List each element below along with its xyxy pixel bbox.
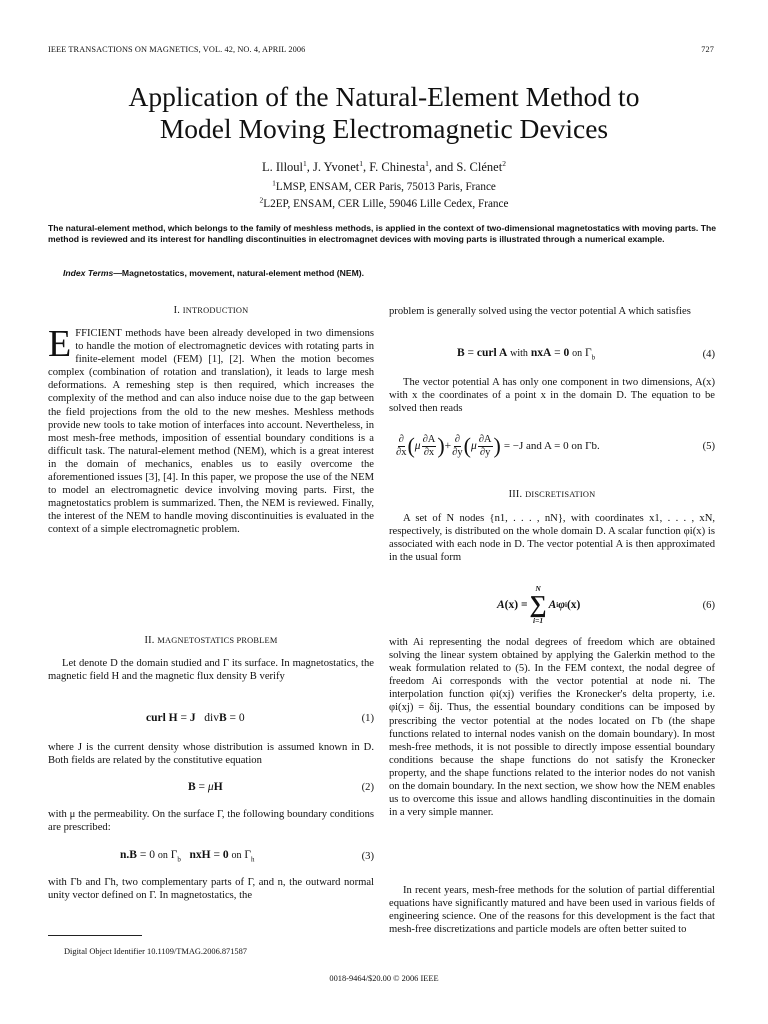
equation-1: [48, 712, 374, 724]
affiliation-1-mark: 1: [272, 178, 276, 188]
equation-4-body: B = curl A with nxA = 0 on $\Gamma_b$: [457, 347, 596, 362]
doi-footnote: Digital Object Identifier 10.1109/TMAG.2006.871587: [64, 947, 247, 956]
magnetostatics-paragraph-3: with μ the permeability. On the surface Γ, the following boundary conditions are prescribed:: [48, 809, 374, 834]
affiliation-1-text: LMSP, ENSAM, CER Paris, 75013 Paris, France: [275, 181, 496, 193]
author-list: [0, 160, 768, 175]
eq5-frac-dadx: $\frac{\partial A}{\partial x}$: [422, 433, 436, 458]
section-1-number: I.: [173, 305, 183, 316]
journal-name: IEEE TRANSACTIONS ON MAGNETICS, VOL. 42, NO. 4, APRIL 2006: [48, 45, 306, 54]
equation-6-body: A (x) = N ∑ i=1 A i φ i (x): [497, 584, 581, 625]
equation-1-number: (1): [361, 712, 374, 724]
title-line-1: Application of the Natural-Element Method to: [128, 81, 640, 112]
section-2-number: II.: [144, 635, 158, 646]
equation-4: [389, 347, 715, 361]
running-head: [48, 45, 714, 54]
equation-1-body: curl H = J divB = 0: [146, 712, 245, 724]
introduction-text: FFICIENT methods have been already developed in two dimensions to handle the motion of electromagnetic devices with rotating parts in finite-element model (FEM) [1], [2]. When the motion becomes complex (combination of rotation and translation), it leads to large mesh deformations. A remeshing step is then required, which increases the complexity of the method and can also induce noise due to the gap between the field projections from the old to the new meshes. Meshless methods provide new tools to take motion of interfaces into account. Nevertheless, in most mesh-free methods, imposition of essential boundary conditions is a difficult task. The natural-element method (NEM), which is a great interest in the domain of mechanics, enables us to easily overcome the aforementioned issues [3], [4]. In this paper, we propose the use of the NEM to model an electromagnetic device involving moving parts. First, the magnetostatics problem is summarized. Then, the NEM is reviewed. Finally, the interest of the NEM to handle moving discontinuities is evaluated in the context of a simple electromagnetic problem.: [48, 328, 374, 536]
page-number: 727: [701, 45, 714, 54]
introduction-paragraph: [48, 323, 374, 537]
drop-cap: E: [48, 323, 72, 365]
right-paragraph-4: with Ai representing the nodal degrees of freedom which are obtained solving the linear system obtained by applying the Galerkin method to the weak formulation related to (5). In the FEM context, the nodal degree of freedom Ai corresponds with the vector potential at node ni. The interpolation function φi(xj) verifies the Kronecker's delta property, i.e. φi(xj) = δij. Thus, the essential boundary conditions can be imposed by prescribing the vector potential at the nodes located on Γb (the shape functions related to internal nodes vanish on the domain boundary). In most mesh-free methods, it is not possible to directly impose essential boundary conditions because the shape functions do not satisfy the Kronecker property, and the shape functions related to the interior nodes do not vanish on the domain boundary. In the next section, we show how the NEM enables us to overcome this issue and allows handling discontinuities in the domain in a very simple manner.: [389, 637, 715, 819]
author-4-affil: 2: [502, 158, 506, 168]
section-2-title: MAGNETOSTATICS PROBLEM: [157, 636, 278, 645]
equation-6-number: (6): [702, 599, 715, 611]
summation-symbol: N ∑ i=1: [529, 584, 547, 625]
section-heading-magnetostatics: [48, 635, 374, 646]
author-3-affil: 1: [425, 158, 429, 168]
affiliation-2: [0, 195, 768, 210]
section-3-number: III.: [508, 489, 526, 500]
affiliation-2-mark: 2: [259, 195, 264, 205]
equation-6: [389, 583, 715, 627]
affiliation-2-text: L2EP, ENSAM, CER Lille, 59046 Lille Cedex, France: [263, 198, 509, 210]
affiliation-1: [0, 178, 768, 193]
abstract: The natural-element method, which belongs to the family of meshless methods, is applied in the context of two-dimensional magnetostatics with moving parts. The method is reviewed and its interest for handling discontinuities in electromagnet devices with moving parts is illustrated through a numerical example.: [48, 223, 716, 245]
equation-3: [48, 849, 374, 863]
magnetostatics-paragraph-1: Let denote D the domain studied and Γ its surface. In magnetostatics, the magnetic field H and the magnetic flux density B verify: [48, 658, 374, 683]
right-paragraph-3: A set of N nodes {n1, . . . , nN}, with coordinates x1, . . . , xN, respectively, is distributed on the whole domain D. A scalar function φi(x) is associated with each node in D. The vector potential A is then approximated in the usual form: [389, 513, 715, 564]
equation-5: [389, 428, 715, 464]
equation-3-number: (3): [361, 850, 374, 862]
equation-5-body: $\frac{\partial}{\partial x}$ ( μ $\frac{\partial A}{\partial x}$ ) + $\frac{\partial}{\partial y}$ ( μ $\frac{\partial A}{\partial y}$ ) = −J and A = 0 on Γb.: [396, 433, 600, 458]
author-1: L. Illoul: [262, 160, 304, 174]
footnote-divider: [48, 935, 142, 936]
author-1-affil: 1: [303, 158, 307, 168]
index-terms: [63, 268, 716, 278]
equation-3-body: n.B = 0 on $\Gamma_b$ nxH = 0 on $\Gamma_h$: [120, 849, 255, 864]
equation-2: [48, 781, 374, 793]
equation-5-tail: = −J and A = 0 on Γb.: [503, 440, 600, 452]
eq5-frac-dy: $\frac{\partial}{\partial y}$: [452, 433, 463, 458]
author-4: , and S. Clénet: [428, 160, 503, 174]
equation-4-number: (4): [702, 348, 715, 360]
section-heading-introduction: [48, 305, 374, 316]
eq5-frac-dx: $\frac{\partial}{\partial x}$: [396, 433, 407, 458]
copyright-line: 0018-9464/$20.00 © 2006 IEEE: [329, 974, 439, 983]
equation-2-body: B = μH: [188, 781, 223, 793]
index-terms-text: —Magnetostatics, movement, natural-element method (NEM).: [113, 268, 364, 278]
magnetostatics-paragraph-4: with Γb and Γh, two complementary parts of Γ, and n, the outward normal unity vector defined on Γ. In magnetostatics, the: [48, 877, 374, 902]
right-paragraph-1: problem is generally solved using the vector potential A which satisfies: [389, 306, 691, 317]
author-3: , F. Chinesta: [362, 160, 426, 174]
magnetostatics-paragraph-2: where J is the current density whose distribution is assumed known in D. Both fields are related by the constitutive equation: [48, 742, 374, 767]
equation-5-number: (5): [702, 440, 715, 452]
title-line-2: Model Moving Electromagnetic Devices: [159, 113, 609, 144]
equation-2-number: (2): [361, 781, 374, 793]
index-terms-label: Index Terms: [63, 268, 114, 278]
right-paragraph-2: The vector potential A has only one component in two dimensions, A(x) with x the coordinates of a point x in the domain D. The equation to be solved then reads: [389, 377, 715, 415]
author-2-affil: 1: [359, 158, 363, 168]
section-1-title: INTRODUCTION: [182, 306, 249, 315]
right-paragraph-5: In recent years, mesh-free methods for the solution of partial differential equations have significantly matured and have been used in various fields of engineering science. One of the reasons for this development is the fact that mesh-free discretizations and particle models are often better suited to: [389, 885, 715, 936]
section-heading-discretisation: [389, 489, 715, 500]
author-2: , J. Yvonet: [306, 160, 360, 174]
paper-title: [40, 81, 728, 145]
section-3-title: DISCRETISATION: [525, 490, 596, 499]
eq5-frac-dady: $\frac{\partial A}{\partial y}$: [478, 433, 492, 458]
